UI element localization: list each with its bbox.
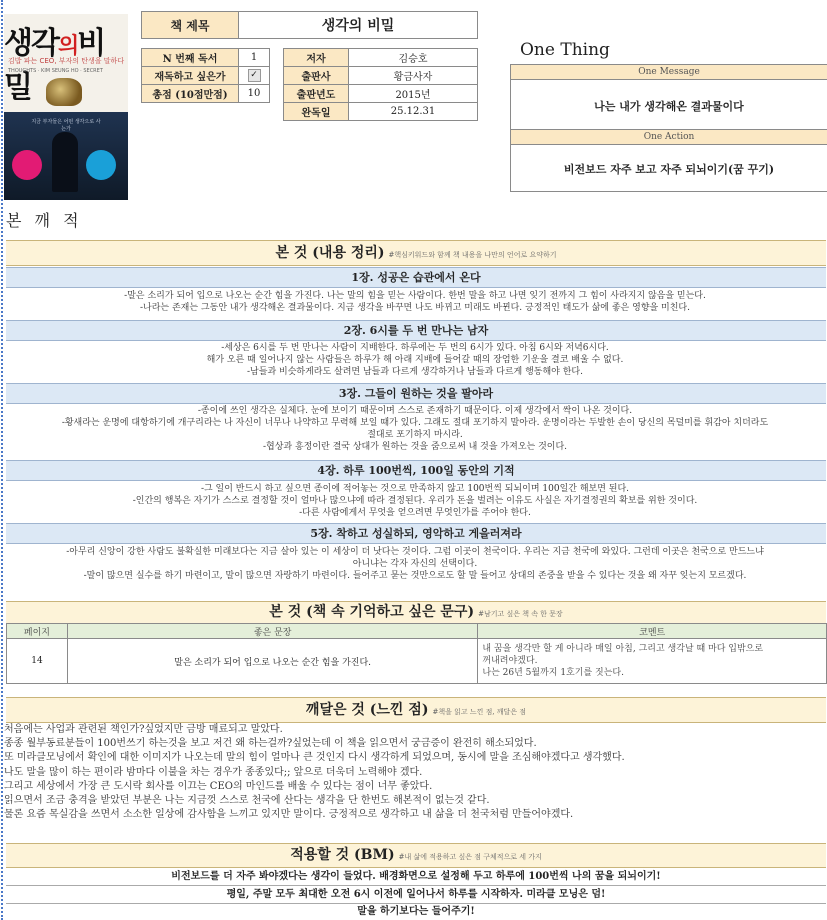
quotes-header-page: 페이지 (7, 624, 68, 639)
chapter-3-line: 절대로 포기하지 마시라. (367, 430, 463, 440)
quote-comment (478, 639, 827, 684)
summary-banner (6, 240, 826, 266)
realize-subtitle: #책을 읽고 느낀 점, 깨달은 점 (432, 708, 527, 716)
publisher-value: 황금사자 (349, 67, 478, 85)
one-thing-heading: One Thing (520, 40, 610, 60)
chapter-5-line: -아무리 신앙이 강한 사람도 불확실한 미래보다는 지금 살아 있는 이 세상이 더 낫다는 것이다. 그럼 이곳이 천국이다. 우리는 지금 천국에 와있다. 그런데 이곳은 천국으로 만드느냐 (66, 547, 764, 557)
quotes-title: 본 것 (책 속 기억하고 싶은 문구) (269, 604, 475, 620)
nth-reading-value: 1 (239, 49, 270, 67)
finished-value: 25.12.31 (349, 103, 478, 121)
summary-title: 본 것 (내용 정리) (275, 245, 385, 261)
book-title-value: 생각의 비밀 (239, 12, 478, 39)
realize-line: 처음에는 사업과 관련된 책인가?싶었지만 금방 매료되고 말았다. (4, 724, 283, 735)
quote-comment-line: 나는 26년 5월까지 1호기를 짓는다. (482, 668, 624, 678)
chapter-3-line: -협상과 흥정이란 결국 상대가 원하는 것을 줌으로써 내 것을 가져오는 것이다. (262, 442, 568, 452)
chapter-5-line: -말이 많으면 실수를 하기 마련이고, 말이 많으면 자랑하기 마련이다. 들어주고 묻는 것만으로도 할 말 들어고 상대의 존중을 받을 수 있다는 것을 왜 자꾸 잊는지 모르겠다. (83, 571, 747, 581)
realize-body (4, 723, 820, 822)
chapter-1-title: 1장. 성공은 습관에서 온다 (6, 267, 826, 288)
realize-title: 깨달은 것 (느낀 점) (305, 702, 429, 718)
publisher-label: 출판사 (284, 67, 349, 85)
section-title: 본 깨 적 (6, 211, 83, 230)
cover-title: 생각의비밀 (4, 26, 105, 105)
chapter-5-title: 5장. 착하고 성실하되, 영악하고 게을러져라 (6, 523, 826, 544)
chapter-4-line: -인간의 행복은 자기가 스스로 결정할 것이 얼마나 많으냐에 따라 결정된다. 우리가 돈을 벌려는 이유도 사실은 자기결정권의 확보를 위한 것이다. (132, 496, 698, 506)
reread-label: 재독하고 싶은가 (142, 67, 239, 85)
chapter-4-body (20, 483, 810, 519)
chapter-3-line: -황새라는 운명에 대항하기에 개구리라는 나 자신이 너무나 나약하고 무력해 보일 때가 있다. 그래도 절대 포기하지 말아라. 운명이라는 두발한 손이 당신의 목덜미를 휘감아 치더라도 (61, 418, 769, 428)
realize-line: 또 미라클모닝에서 확인에 대한 이미지가 나오는데 말의 힘이 얼마나 큰 것인지 다시 생각하게 되었으며, 동시에 말을 조심해야겠다고 생각했다. (4, 752, 625, 764)
book-title-label: 책 제목 (142, 12, 239, 39)
apply-subtitle: #내 삶에 적용하고 싶은 점 구체적으로 세 가지 (398, 853, 542, 861)
one-action-text: 비전보드 자주 보고 자주 되뇌이기(꿈 꾸기) (563, 163, 775, 176)
cover-subtitle: 김밥 파는 CEO, 부자의 탄생을 말하다 (8, 57, 125, 65)
chapter-2-title: 2장. 6시를 두 번 만나는 남자 (6, 320, 826, 341)
chapter-3-title: 3장. 그들이 원하는 것을 팔아라 (6, 383, 826, 404)
chapter-1-line: -말은 소리가 되어 입으로 나오는 순간 힘을 가진다. 나는 말의 힘을 믿는 사람이다. 한번 말을 하고 나면 잊기 전까지 그 힘이 사라지지 않음을 믿는다. (124, 291, 706, 301)
apply-item-1: 비전보드를 더 자주 봐야겠다는 생각이 들었다. 배경화면으로 설정해 두고 하루에 100번씩 나의 꿈을 되뇌이기! (6, 868, 826, 886)
quote-sentence: 말은 소리가 되어 입으로 나오는 순간 힘을 가진다. (67, 639, 477, 684)
quotes-table (6, 623, 827, 684)
realize-line: 나도 말을 많이 하는 편이라 밤마다 이불을 차는 경우가 종종있다;; 앞으로 더욱더 노력해야 겠다. (4, 766, 423, 778)
cover-banner-text: 지금 부자들은 어떤 생각으로 사는가 (31, 119, 101, 132)
summary-subtitle: #핵심키워드와 함께 책 내용을 나만의 언어로 요약하기 (388, 251, 557, 259)
one-message-label: One Message (511, 65, 827, 80)
author-label: 저자 (284, 49, 349, 67)
chapter-1-body (20, 290, 810, 314)
cover-gold-illustration (46, 78, 82, 106)
quote-comment-line: 내 꿈을 생각만 할 게 아니라 매일 아침, 그리고 생각날 때 마다 입밖으로 (482, 644, 764, 654)
chapter-3-body (20, 405, 810, 453)
chapter-4-line: -그 일이 반드시 하고 싶으면 종이에 적어놓는 것으로 만족하지 않고 100번씩 되뇌이며 100일간 해보면 된다. (200, 484, 630, 494)
quotes-banner (6, 601, 826, 624)
reading-meta-table (141, 48, 270, 103)
book-title-table (141, 11, 478, 39)
one-message-text: 나는 내가 생각해온 결과물이다 (594, 100, 744, 113)
author-value: 김승호 (349, 49, 478, 67)
quote-comment-line: 꺼내려야겠다. (482, 656, 538, 666)
score-value: 10 (239, 85, 270, 103)
quotes-subtitle: #남기고 싶은 책 속 한 문장 (478, 610, 563, 618)
cover-blue-circle (86, 150, 116, 180)
quote-page: 14 (7, 639, 68, 684)
score-label: 총점 (10점만점) (142, 85, 239, 103)
chapter-3-line: -종이에 쓰인 생각은 실체다. 눈에 보이기 때문이며 스스로 존재하기 때문이다. 이제 생각에서 싹이 나온 것이다. (197, 406, 633, 416)
chapter-4-line: -다른 사람에게서 무엇을 얻으려면 무엇인가를 주어야 한다. (299, 508, 531, 518)
year-value: 2015년 (349, 85, 478, 103)
apply-item-3: 말을 하기보다는 들어주기! (357, 906, 475, 917)
chapter-2-line: 해가 오른 때 일어나지 않는 사람들은 하루가 해 아래 지배에 들어갈 때의 장엄한 기운을 결코 배울 수 없다. (206, 355, 624, 365)
finished-label: 완독일 (284, 103, 349, 121)
chapter-1-line: -나라는 존재는 그동안 내가 생각해온 결과물이다. 지금 생각을 바꾸면 나도 바뀌고 미래도 바뀐다. 긍정적인 태도가 삶에 좋은 영향을 미친다. (140, 303, 690, 313)
chapter-2-line: -남들과 비슷하게라도 살려면 남들과 다르게 생각하거나 남들과 다르게 행동해야 한다. (247, 367, 583, 377)
chapter-4-title: 4장. 하루 100번씩, 100일 동안의 기적 (6, 460, 826, 481)
one-action-label: One Action (511, 129, 827, 145)
realize-line: 종종 월부동료분들이 100번쓰기 하는것을 보고 저건 왜 하는걸까?싶었는데 이 책을 읽으면서 궁금증이 완전히 해소되었다. (4, 738, 537, 750)
apply-title: 적용할 것 (BM) (290, 847, 395, 863)
chapter-5-line: 아니냐는 각자 자신의 선택이다. (352, 559, 478, 569)
one-thing-box (510, 64, 827, 192)
quotes-header-sentence: 좋은 문장 (67, 624, 477, 639)
reread-checkbox[interactable] (239, 67, 270, 85)
year-label: 출판년도 (284, 85, 349, 103)
chapter-2-body (20, 342, 810, 378)
realize-line: 읽으면서 조금 충격을 받았던 부분은 나는 지금껏 스스로 천국에 산다는 생각을 단 한번도 해본적이 없는것 같다. (4, 795, 490, 807)
cover-pink-circle (12, 150, 42, 180)
apply-item-2: 평일, 주말 모두 최대한 오전 6시 이전에 일어나서 하루를 시작하자. 미라클 모닝은 덤! (6, 886, 826, 904)
nth-reading-label: N 번째 독서 (142, 49, 239, 67)
quotes-header-comment: 코멘트 (478, 624, 827, 639)
cover-person-silhouette (52, 132, 78, 192)
page-margin-guide (1, 0, 3, 920)
realize-banner (6, 697, 826, 723)
chapter-5-body (20, 546, 810, 582)
apply-banner (6, 843, 826, 868)
realize-line: 그리고 세상에서 가장 큰 도시락 회사를 이끄는 CEO의 마인드를 배울 수 있다는 점이 너무 좋았다. (4, 780, 433, 792)
table-row (7, 639, 827, 684)
cover-author-line: THOUGHTS · KIM SEUNG HO · SECRET (8, 68, 103, 74)
book-info-table (283, 48, 478, 121)
checkmark-icon: ✓ (248, 69, 261, 82)
chapter-2-line: -세상은 6시를 두 번 만나는 사람이 지배한다. 하루에는 두 번의 6시가 있다. 아침 6시와 저녁6시다. (221, 343, 609, 353)
realize-line: 물론 요즘 목실감을 쓰면서 소소한 일상에 감사함을 느끼고 있지만 말이다. 긍정적으로 생각하고 내 삶을 더 천국처럼 만들어야겠다. (4, 809, 574, 821)
